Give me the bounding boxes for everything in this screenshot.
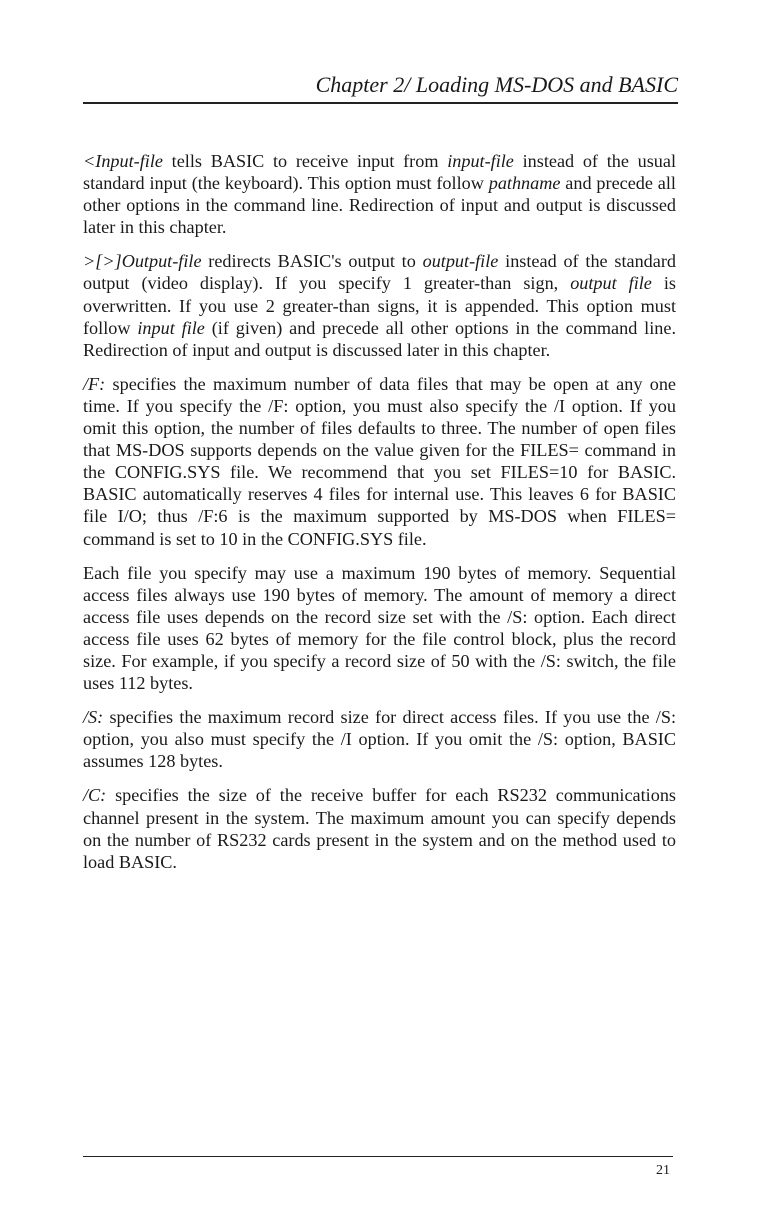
option-term: <Input-file xyxy=(83,151,163,171)
page-body xyxy=(83,150,676,885)
paragraph-file-memory xyxy=(83,562,676,695)
paragraph-f-option xyxy=(83,373,676,550)
running-header xyxy=(83,68,678,104)
option-term: >[>]Output-file xyxy=(83,251,202,272)
text-segment: instead of the standard output (video display). If you specify 1 greater-than sign, xyxy=(83,251,676,294)
paragraph-c-option xyxy=(83,784,676,872)
italic-term: output file xyxy=(570,273,652,294)
page-number: 21 xyxy=(656,1163,670,1178)
italic-term: input file xyxy=(137,317,205,338)
italic-term: pathname xyxy=(488,173,561,194)
paragraph-input-file xyxy=(83,150,676,238)
footer-rule xyxy=(83,1156,673,1157)
chapter-title: Chapter 2/ Loading MS-DOS and BASIC xyxy=(315,72,678,97)
text-segment: tells BASIC to receive input from xyxy=(171,151,448,171)
option-term: /F: xyxy=(83,373,106,394)
text-segment: specifies the maximum number of data files that may be open at any one time. If you specify the /F: option, you must also specify the /I option. If you omit this option, the number of files defaults to three. The number of open files that MS-DOS supports depends on the value given for the FILES= command in the CONFIG.SYS file. We recommend that you set FILES=10 for BASIC. BASIC automatically reserves 4 files for internal use. This leaves 6 for BASIC file I/O; thus /F:6 is the maximum supported by MS-DOS when FILES= command is set to 10 in the CONFIG.SYS file. xyxy=(83,373,676,549)
text-segment: is overwritten. If you use 2 greater-than signs, it is appended. This option must follow xyxy=(83,273,676,338)
italic-term: input-file xyxy=(447,151,514,171)
text-segment: instead of the usual standard input (the keyboard). This option must follow xyxy=(83,151,677,194)
text-segment: redirects BASIC's output to xyxy=(208,251,423,272)
paragraph-s-option xyxy=(83,706,676,772)
text-segment: and precede all other options in the command line. Redirection of input and output is discussed later in this chapter. xyxy=(83,173,676,238)
text-segment: specifies the size of the receive buffer for each RS232 communications channel present in the system. The maximum amount you can specify depends on the number of RS232 cards present in the system and on the method used to load BASIC. xyxy=(83,785,676,872)
option-term: /C: xyxy=(83,785,107,806)
paragraph-output-file xyxy=(83,250,676,360)
italic-term: output-file xyxy=(422,251,499,272)
text-segment: (if given) and precede all other options in the command line. Redirection of input and output is discussed later in this chapter. xyxy=(83,317,676,360)
option-term: /S: xyxy=(83,707,104,728)
text-segment: specifies the maximum record size for direct access files. If you use the /S: option, you also must specify the /I option. If you omit the /S: option, BASIC assumes 128 bytes. xyxy=(83,707,676,772)
text-segment: Each file you specify may use a maximum 190 bytes of memory. Sequential access files always use 190 bytes of memory. The amount of memory a direct access file uses depends on the record size set with the /S: option. Each direct access file uses 62 bytes of memory for the file control block, plus the record size. For example, if you specify a record size of 50 with the /S: switch, the file uses 112 bytes. xyxy=(83,562,676,694)
